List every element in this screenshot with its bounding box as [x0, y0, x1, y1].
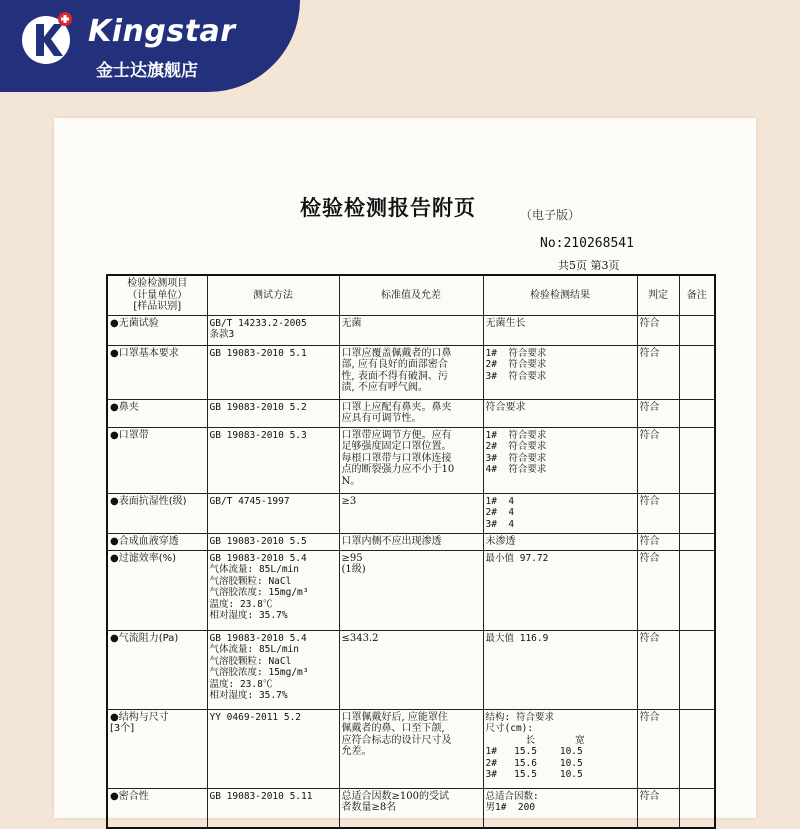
report-title: 检验检测报告附页: [300, 196, 476, 220]
table-row: [107, 315, 715, 345]
table-row: [107, 427, 715, 493]
row-method: GB 19083-2010 5.11: [207, 788, 339, 828]
row-standard: 口罩应覆盖佩戴者的口鼻 部, 应有良好的面部密合 性, 表面不得有破洞、污 渍, 不应有呼气阀。: [339, 345, 483, 399]
report-subtitle: （电子版）: [520, 208, 581, 222]
row-standard: 口罩带应调节方便。应有 足够强度固定口罩位置。 每根口罩带与口罩体连接 点的断裂强力应不小于10 N。: [339, 427, 483, 493]
row-remark: [679, 427, 715, 493]
row-standard: 口罩上应配有鼻夹。鼻夹 应具有可调节性。: [339, 399, 483, 427]
table-row: [107, 399, 715, 427]
row-standard: 总适合因数≥100的受试 者数量≥8名: [339, 788, 483, 828]
table-row: [107, 345, 715, 399]
row-judge: 符合: [637, 399, 679, 427]
row-remark: [679, 315, 715, 345]
row-method: GB 19083-2010 5.4 气体流量: 85L/min 气溶胶颗粒: NaCl 气溶胶浓度: 15mg/m³ 温度: 23.8℃ 相对湿度: 35.7%: [207, 630, 339, 709]
row-item: ●无菌试验: [107, 315, 207, 345]
row-item: ●口罩带: [107, 427, 207, 493]
row-item: ●合成血液穿透: [107, 533, 207, 550]
table-row: [107, 493, 715, 533]
row-method: GB 19083-2010 5.1: [207, 345, 339, 399]
row-standard: 无菌: [339, 315, 483, 345]
row-judge: 符合: [637, 709, 679, 788]
row-item: ●表面抗湿性(级): [107, 493, 207, 533]
header-standard: 标准值及允差: [339, 275, 483, 315]
row-standard: ≤343.2: [339, 630, 483, 709]
row-remark: [679, 550, 715, 630]
row-result: 最大值 116.9: [483, 630, 637, 709]
row-standard: 口罩佩戴好后, 应能罩住 佩戴者的鼻、口至下颌, 应符合标志的设计尺寸及 允差。: [339, 709, 483, 788]
row-remark: [679, 788, 715, 828]
report-page: [54, 118, 756, 818]
row-result: 1# 符合要求 2# 符合要求 3# 符合要求: [483, 345, 637, 399]
row-remark: [679, 709, 715, 788]
table-row: [107, 788, 715, 828]
row-method: GB/T 14233.2-2005 条款3: [207, 315, 339, 345]
row-item: ●气流阻力(Pa): [107, 630, 207, 709]
header-item: 检验检测项目 （计量单位） [样品识别]: [107, 275, 207, 315]
row-remark: [679, 493, 715, 533]
kingstar-logo-icon: [18, 10, 74, 66]
row-method: YY 0469-2011 5.2: [207, 709, 339, 788]
row-method: GB 19083-2010 5.3: [207, 427, 339, 493]
header-remark: 备注: [679, 275, 715, 315]
row-judge: 符合: [637, 493, 679, 533]
row-judge: 符合: [637, 315, 679, 345]
brand-name: Kingstar: [88, 14, 236, 49]
store-banner: [0, 0, 800, 100]
row-remark: [679, 630, 715, 709]
row-item: ●结构与尺寸 [3个]: [107, 709, 207, 788]
table-row: [107, 533, 715, 550]
row-remark: [679, 345, 715, 399]
row-judge: 符合: [637, 427, 679, 493]
header-method: 测试方法: [207, 275, 339, 315]
store-name: 金士达旗舰店: [96, 61, 198, 81]
header-judge: 判定: [637, 275, 679, 315]
row-judge: 符合: [637, 550, 679, 630]
row-result: 无菌生长: [483, 315, 637, 345]
header-result: 检验检测结果: [483, 275, 637, 315]
row-result: 未渗透: [483, 533, 637, 550]
row-judge: 符合: [637, 630, 679, 709]
row-judge: 符合: [637, 788, 679, 828]
row-item: ●口罩基本要求: [107, 345, 207, 399]
row-item: ●密合性: [107, 788, 207, 828]
row-result: 1# 4 2# 4 3# 4: [483, 493, 637, 533]
row-remark: [679, 399, 715, 427]
row-method: GB/T 4745-1997: [207, 493, 339, 533]
table-header-row: [107, 275, 715, 315]
row-result: 结构: 符合要求 尺寸(cm): 长 宽 1# 15.5 10.5 2# 15.6 10.5 3# 15.5 10.5: [483, 709, 637, 788]
row-item: ●鼻夹: [107, 399, 207, 427]
row-standard: 口罩内侧不应出现渗透: [339, 533, 483, 550]
page-info: 共5页 第3页: [558, 259, 620, 272]
row-standard: ≥3: [339, 493, 483, 533]
report-number: No:210268541: [540, 236, 634, 251]
row-result: 符合要求: [483, 399, 637, 427]
row-result: 1# 符合要求 2# 符合要求 3# 符合要求 4# 符合要求: [483, 427, 637, 493]
row-method: GB 19083-2010 5.2: [207, 399, 339, 427]
row-judge: 符合: [637, 533, 679, 550]
table-row: [107, 630, 715, 709]
row-method: GB 19083-2010 5.4 气体流量: 85L/min 气溶胶颗粒: NaCl 气溶胶浓度: 15mg/m³ 温度: 23.8℃ 相对湿度: 35.7%: [207, 550, 339, 630]
table-row: [107, 709, 715, 788]
table-row: [107, 550, 715, 630]
row-method: GB 19083-2010 5.5: [207, 533, 339, 550]
row-standard: ≥95 (1级): [339, 550, 483, 630]
row-result: 总适合因数: 男1# 200: [483, 788, 637, 828]
row-judge: 符合: [637, 345, 679, 399]
row-result: 最小值 97.72: [483, 550, 637, 630]
row-item: ●过滤效率(%): [107, 550, 207, 630]
results-table: [106, 274, 716, 829]
row-remark: [679, 533, 715, 550]
